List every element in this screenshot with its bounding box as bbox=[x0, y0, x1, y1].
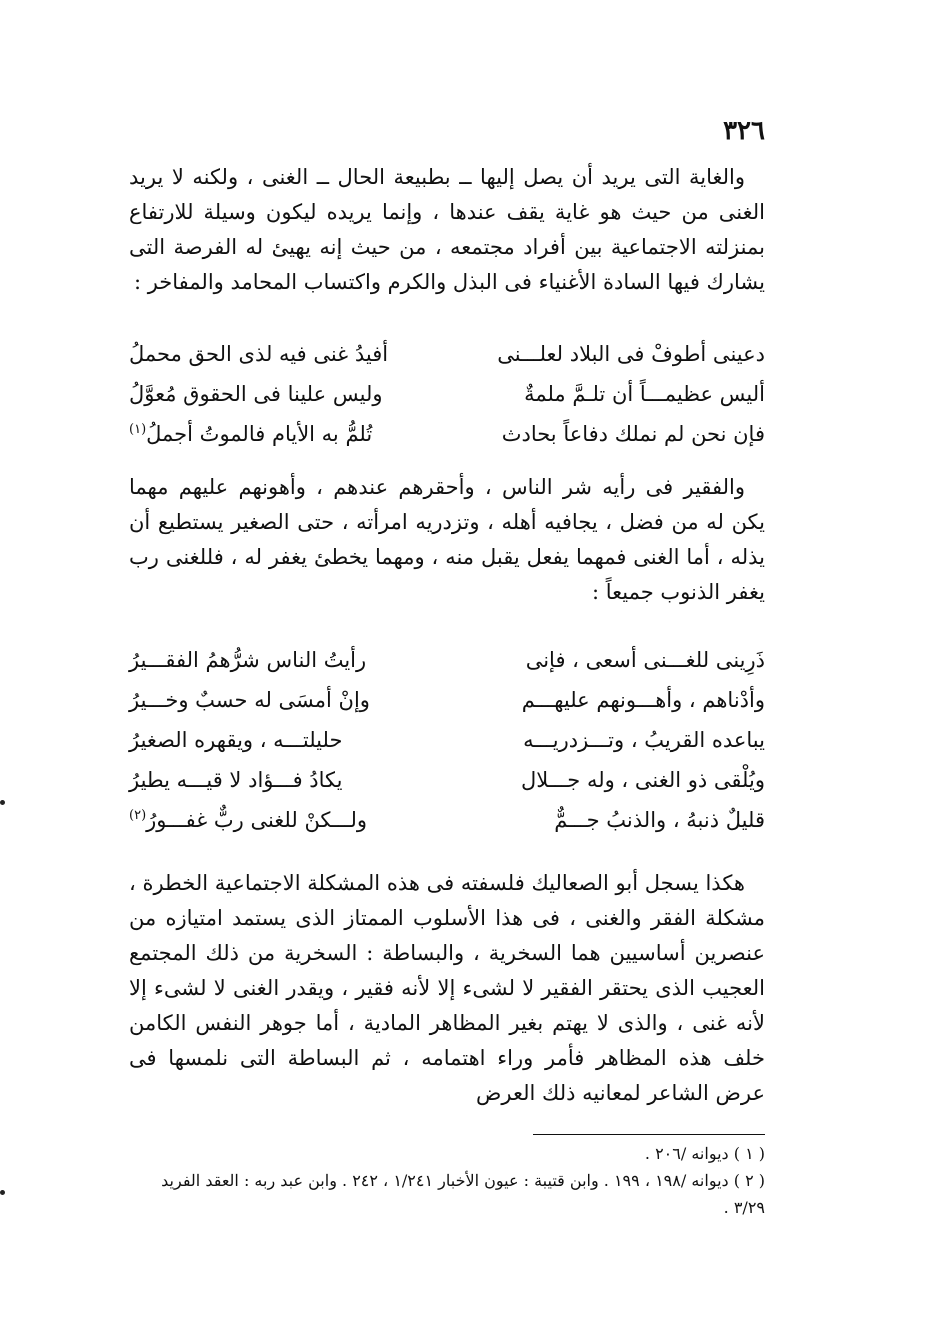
verse-second-hemistich bbox=[129, 800, 439, 840]
poem-block-1 bbox=[129, 334, 765, 454]
verse-second-text: أفيدُ غنى فيه لذى الحق محملُ bbox=[129, 342, 389, 366]
paragraph: والغاية التى يريد أن يصل إليها ــ بطبيعة الحال ــ الغنى ، ولكنه لا يريد الغنى من حيث هو غاية يقف عندها ، وإنما يريده ليكون وسيلة للارتفاع بمنزلته الاجتماعية بين أفراد مجتمعه ، من حيث إنه يهيئ له الفرصة التى يشارك فيها السادة الأغنياء فى البذل والكرم واكتساب المحامد والمفاخر : bbox=[129, 165, 765, 294]
poem-verse bbox=[129, 800, 765, 840]
verse-second-hemistich bbox=[129, 374, 439, 414]
footnote-2: ( ٢ ) ديوانه /١٩٨ ، ١٩٩ . وابن قتيبة : عيون الأخبار ١/٢٤١ ، ٢٤٢ . وابن عبد ربه : العقد الفريد ٣/٢٩ . bbox=[161, 1171, 765, 1217]
poem-verse bbox=[129, 374, 765, 414]
poem-verse bbox=[129, 640, 765, 680]
scan-speck-mark bbox=[0, 800, 5, 805]
verse-second-hemistich bbox=[129, 334, 439, 374]
paragraph: هكذا يسجل أبو الصعاليك فلسفته فى هذه المشكلة الاجتماعية الخطرة ، مشكلة الفقر والغنى ، فى هذا الأسلوب الممتاز الذى يستمد امتيازه من عنصرين أساسيين هما السخرية ، والبساطة : السخرية من ذلك المجتمع العجيب الذى يحتقر الفقير لا لشىء إلا لأنه فقير ، ويقدر الغنى لا لشىء إلا لأنه غنى ، والذى لا يهتم بغير المظاهر المادية ، أما جوهر النفس الكامن خلف هذه المظاهر فأمر وراء اهتمامه ، ثم البساطة التى نلمسها فى عرض الشاعر لمعانيه ذلك العرض bbox=[129, 871, 765, 1105]
verse-second-text: وليس علينا فى الحقوق مُعوَّلُ bbox=[129, 382, 383, 406]
poem-verse bbox=[129, 334, 765, 374]
paragraph: والفقير فى رأيه شر الناس ، وأحقرهم عندهم ، وأهونهم عليهم مهما يكن له من فضل ، يجافيه أهله ، وتزدريه امرأته ، حتى الصغير يستطيع أن يذله ، أما الغنى فمهما يفعل يقبل منه ، ومهما يخطئ يغفر له ، فللغنى رب يغفر الذنوب جميعاً : bbox=[129, 475, 765, 604]
verse-second-text: رأيتُ الناس شرُّهمُ الفقـــيرُ bbox=[129, 648, 367, 672]
verse-second-hemistich bbox=[129, 720, 439, 760]
verse-first-hemistich: فإن نحن لم نملك دفاعاً بحادث bbox=[501, 422, 765, 446]
verse-second-text: تُلمُّ به الأيام فالموتُ أجملُ bbox=[146, 422, 373, 446]
verse-second-hemistich bbox=[129, 640, 439, 680]
paragraph-block-3 bbox=[129, 866, 765, 1111]
verse-first-hemistich: وأدْناهم ، وأهـــونهم عليهـــم bbox=[521, 688, 765, 712]
footnote-1: ( ١ ) ديوانه /٢٠٦ . bbox=[644, 1144, 765, 1163]
paragraph-block-1 bbox=[129, 160, 765, 300]
poem-verse bbox=[129, 760, 765, 800]
verse-first-hemistich: ذَرِينى للغـــنى أسعى ، فإنى bbox=[525, 648, 765, 672]
scan-speck-mark bbox=[0, 1190, 5, 1195]
poem-block-2 bbox=[129, 640, 765, 840]
verse-first-hemistich: أليس عظيمـــاً أن تلـمَّ ملمةٌ bbox=[524, 382, 765, 406]
verse-first-hemistich: قليلٌ ذنبهُ ، والذنبُ جـــمٌّ bbox=[554, 808, 765, 832]
page-number: ٣٢٦ bbox=[723, 116, 765, 146]
verse-second-hemistich bbox=[129, 760, 439, 800]
poem-verse bbox=[129, 720, 765, 760]
verse-second-hemistich bbox=[129, 680, 439, 720]
footnotes bbox=[129, 1140, 765, 1221]
footnote-separator bbox=[533, 1134, 765, 1135]
verse-second-text: وإنْ أمسَى له حسبٌ وخـــيرُ bbox=[129, 688, 370, 712]
footnote-reference: (١) bbox=[129, 422, 147, 437]
verse-first-hemistich: يباعده القريبُ ، وتـــزدريـــه bbox=[523, 728, 765, 752]
poem-verse bbox=[129, 414, 765, 454]
verse-second-hemistich bbox=[129, 414, 439, 454]
verse-first-hemistich: ويُلْقى ذو الغنى ، وله جـــلال bbox=[521, 768, 765, 792]
poem-verse bbox=[129, 680, 765, 720]
footnote-reference: (٢) bbox=[129, 808, 147, 823]
verse-second-text: ولـــكنْ للغنى ربٌّ غفـــورُ bbox=[146, 808, 368, 832]
verse-second-text: يكادُ فـــؤاد لا قيـــه يطيرُ bbox=[129, 768, 343, 792]
verse-first-hemistich: دعينى أطوفْ فى البلاد لعلـــنى bbox=[497, 342, 765, 366]
paragraph-block-2 bbox=[129, 470, 765, 610]
verse-second-text: حليلتـــه ، ويقهره الصغيرُ bbox=[129, 728, 343, 752]
